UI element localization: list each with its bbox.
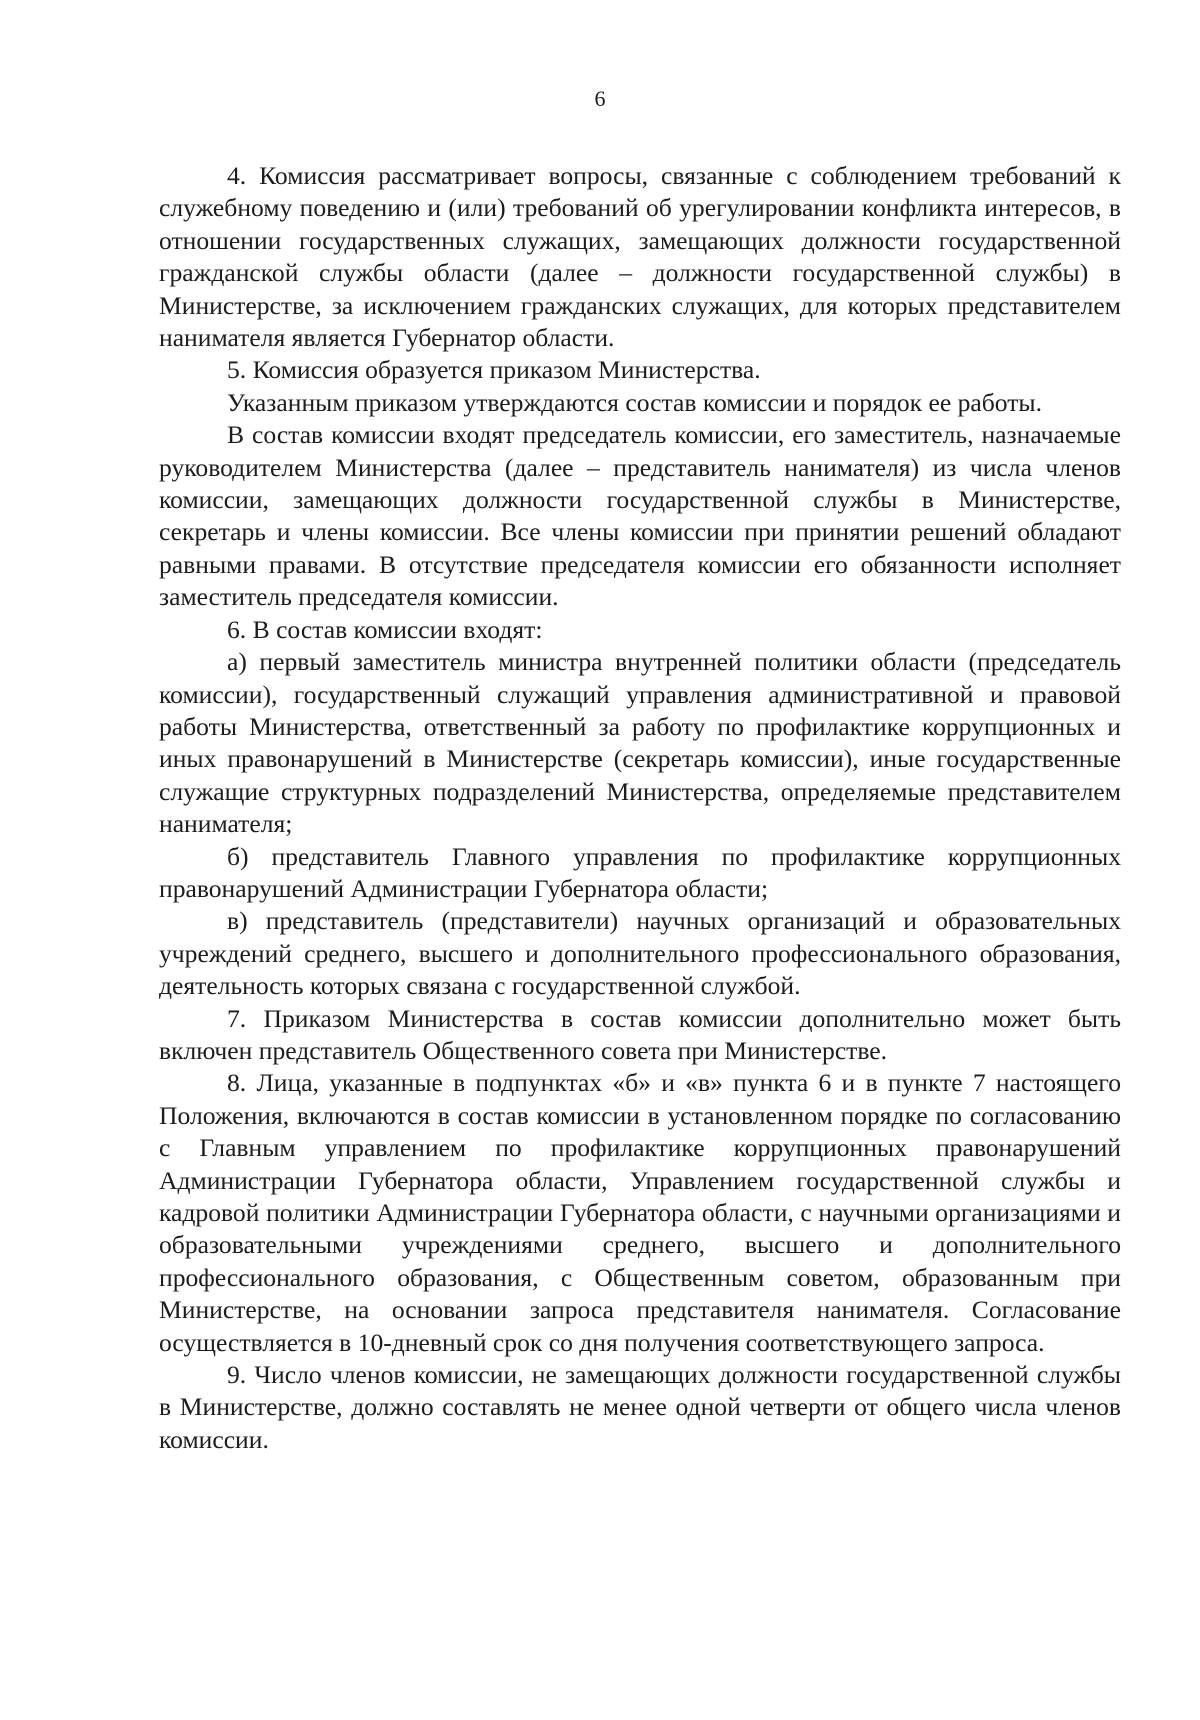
paragraph-5: 5. Комиссия образуется приказом Министерства. — [227, 355, 761, 385]
paragraph-6-a: а) первый заместитель министра внутренней политики области (председатель комиссии), государственный служащий управления административной и правовой работы Министерства, ответственный за работу по профилактике коррупционных и иных правонарушений в Министерстве (секретарь комиссии), иные государственные служащие структурных подразделений Министерства, определяемые представителем нанимателя; — [159, 647, 1121, 839]
paragraph-6-b: б) представитель Главного управления по профилактике коррупционных правонарушений Администрации Губернатора области; — [159, 841, 1121, 903]
page-number: 6 — [594, 86, 606, 111]
paragraph-6: 6. В состав комиссии входят: — [227, 614, 543, 644]
paragraph-4: 4. Комиссия рассматривает вопросы, связанные с соблюдением требований к служебному поведению и (или) требований об урегулировании конфликта интересов, в отношении государственных служащих, замещающих должности государственной гражданской службы области (далее – должности государственной службы) в Министерстве, за исключением гражданских служащих, для которых представителем нанимателя является Губернатор области. — [159, 161, 1121, 353]
paragraph-7: 7. Приказом Министерства в состав комиссии дополнительно может быть включен представитель Общественного совета при Министерстве. — [159, 1003, 1121, 1065]
paragraph-5-composition: В состав комиссии входят председатель комиссии, его заместитель, назначаемые руководителем Министерства (далее – представитель нанимателя) из числа членов комиссии, замещающих должности государственной службы в Министерстве, секретарь и члены комиссии. Все члены комиссии при принятии решений обладают равными правами. В отсутствие председателя комиссии его обязанности исполняет заместитель председателя комиссии. — [159, 420, 1121, 612]
paragraph-8: 8. Лица, указанные в подпунктах «б» и «в» пункта 6 и в пункте 7 настоящего Положения, включаются в состав комиссии в установленном порядке по согласованию с Главным управлением по профилактике коррупционных правонарушений Администрации Губернатора области, Управлением государственной службы и кадровой политики Администрации Губернатора области, с научными организациями и образовательными учреждениями среднего, высшего и дополнительного профессионального образования, с Общественным советом, образованным при Министерстве, на основании запроса представителя нанимателя. Согласование осуществляется в 10-дневный срок со дня получения соответствующего запроса. — [159, 1068, 1121, 1357]
paragraph-5-order: Указанным приказом утверждаются состав комиссии и порядок ее работы. — [227, 387, 1043, 417]
paragraph-9: 9. Число членов комиссии, не замещающих должности государственной службы в Министерстве, должно составлять не менее одной четверти от общего числа членов комиссии. — [159, 1360, 1121, 1454]
document-body — [159, 160, 1121, 1456]
paragraph-6-v: в) представитель (представители) научных организаций и образовательных учреждений среднего, высшего и дополнительного профессионального образования, деятельность которых связана с государственной службой. — [159, 906, 1121, 1001]
